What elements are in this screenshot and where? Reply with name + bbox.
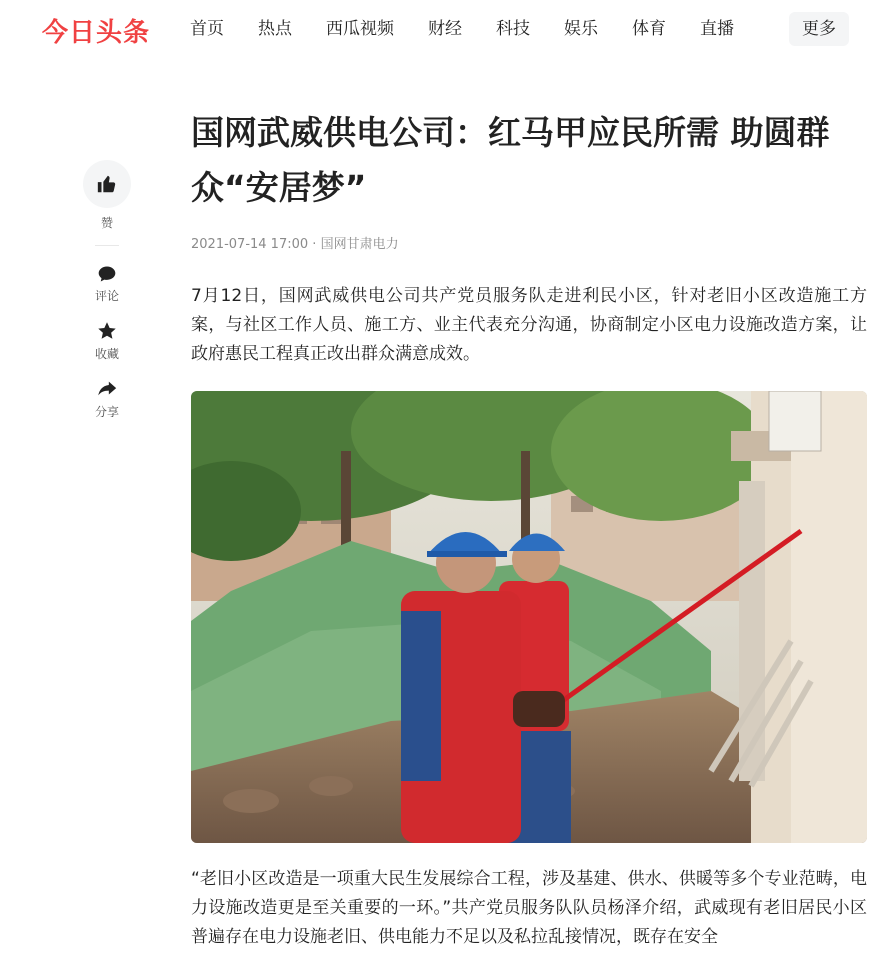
meta-separator: · xyxy=(312,237,317,252)
nav-item-tech[interactable]: 科技 xyxy=(496,19,530,39)
star-icon xyxy=(96,320,118,342)
nav-more-button[interactable]: 更多 xyxy=(789,12,849,46)
workers-inspecting-meter-photo xyxy=(191,391,867,843)
article-paragraph: 7月12日，国网武威供电公司共产党员服务队走进利民小区，针对老旧小区改造施工方案，与社区工作人员、施工方、业主代表充分沟通，协商制定小区电力设施改造方案，让政府惠民工程真正改出群众满意成效。 xyxy=(191,286,867,364)
nav-item-xigua-video[interactable]: 西瓜视频 xyxy=(326,19,394,39)
share-button[interactable] xyxy=(80,378,134,420)
article-source[interactable]: 国网甘肃电力 xyxy=(320,237,399,252)
nav-item-finance[interactable]: 财经 xyxy=(428,19,462,39)
publish-date: 2021-07-14 17:00 xyxy=(191,237,309,252)
nav-item-home[interactable]: 首页 xyxy=(190,19,224,39)
nav-item-sports[interactable]: 体育 xyxy=(632,19,666,39)
action-rail xyxy=(80,160,134,420)
site-logo[interactable]: 今日头条 xyxy=(42,18,151,48)
rail-divider xyxy=(95,245,119,246)
nav-item-hot[interactable]: 热点 xyxy=(258,19,292,39)
article-meta xyxy=(191,233,867,252)
article xyxy=(191,105,867,952)
article-photo xyxy=(191,391,867,843)
share-label: 分享 xyxy=(94,405,119,419)
nav-item-entertainment[interactable]: 娱乐 xyxy=(564,19,598,39)
favorite-button[interactable] xyxy=(80,320,134,362)
article-title: 国网武威供电公司：红马甲应民所需 助圆群众“安居梦” xyxy=(191,113,830,207)
share-icon xyxy=(96,378,118,400)
article-paragraph: “老旧小区改造是一项重大民生发展综合工程，涉及基建、供水、供暖等多个专业范畴，电力设施改造更是至关重要的一环。”共产党员服务队队员杨泽介绍，武威现有老旧居民小区普遍存在电力设施老旧、供电能力不足以及私拉乱接情况，既存在安全 xyxy=(191,869,867,947)
comment-label: 评论 xyxy=(94,289,119,303)
thumbs-up-icon xyxy=(96,173,118,195)
comment-button[interactable] xyxy=(80,264,134,304)
nav-item-live[interactable]: 直播 xyxy=(700,19,734,39)
nav-menu xyxy=(190,12,768,46)
comment-icon xyxy=(97,264,117,284)
favorite-label: 收藏 xyxy=(94,347,119,361)
like-label: 赞 xyxy=(100,216,113,230)
top-navigation xyxy=(0,0,887,60)
like-button[interactable] xyxy=(83,160,131,208)
